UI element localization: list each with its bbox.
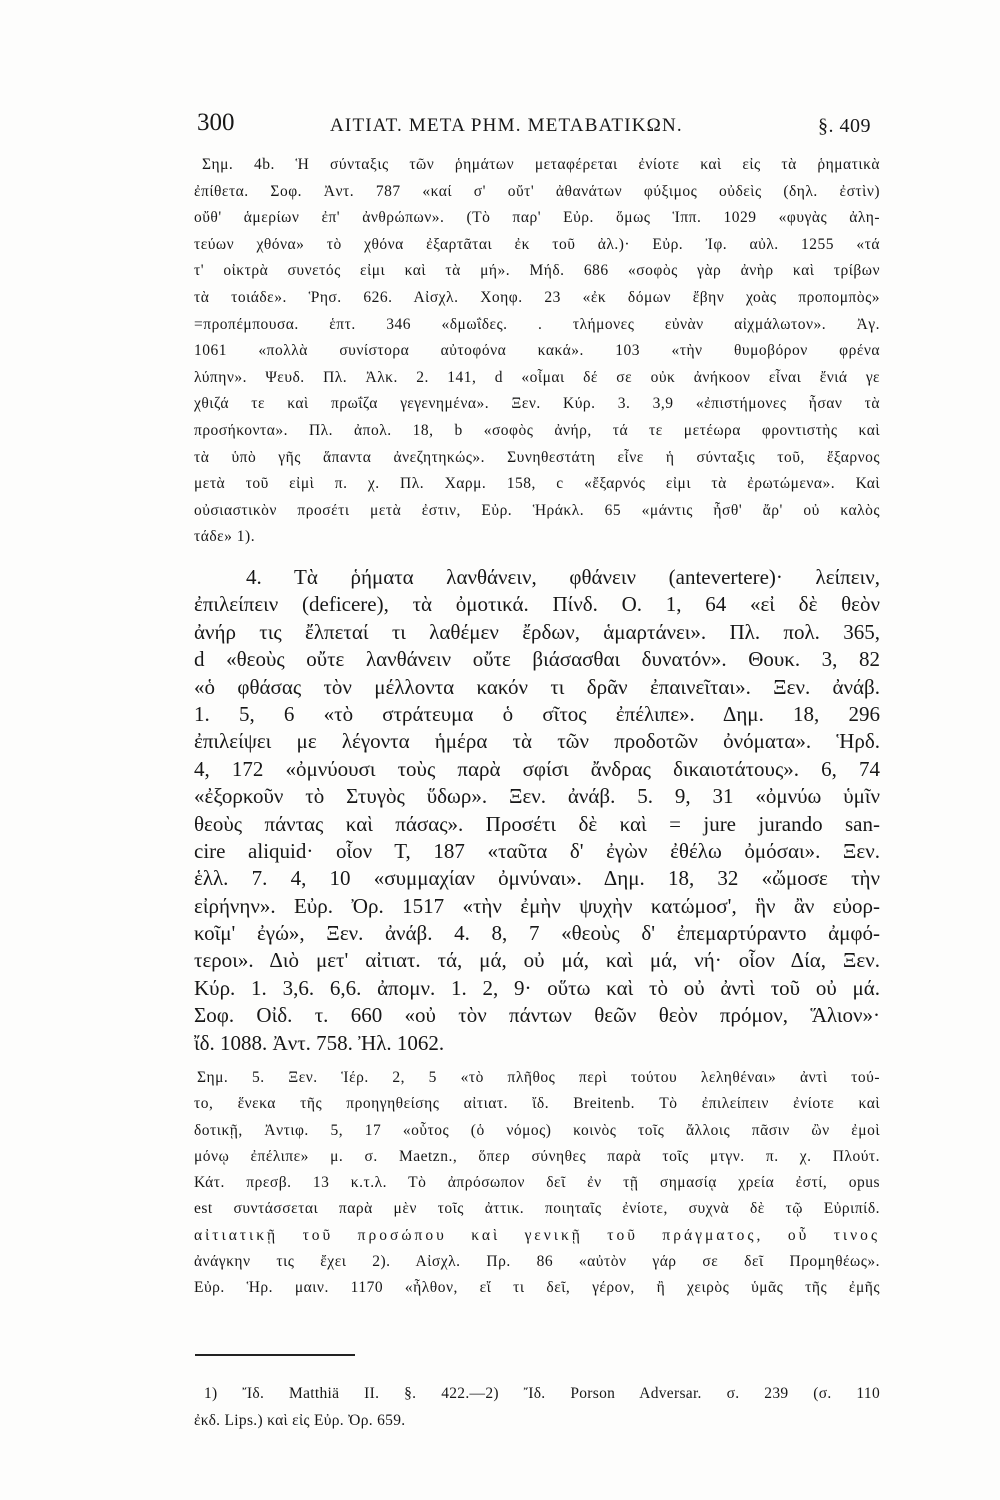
text-line: το, ἕνεκα τῆς προηγηθείσης αἰτιατ. ἴδ. Breitenb. Τὸ ἐπιλείπειν ἐνίοτε καὶ xyxy=(194,1095,880,1113)
text-line: ἑλλ. 7. 4, 10 «συμμαχίαν ὀμνύναι». Δημ. 18, 32 «ὤμοσε τὴν xyxy=(194,866,880,891)
text-line: 4. Τὰ ῥήματα λανθάνειν, φθάνειν (antevertere)· λείπειν, xyxy=(246,565,880,589)
text-line: =προπέμπουσα. ἑπτ. 346 «δμωΐδες. . τλήμονες εὐνὰν αἰχμάλωτον». Ἀγ. xyxy=(194,315,880,333)
text-line: τ' οἰκτρὰ συνετός εἰμι καὶ τὰ μή». Μήδ. 686 «σοφὸς γὰρ ἀνὴρ καὶ τρίβων xyxy=(194,262,880,280)
note-5 xyxy=(194,1065,880,1302)
text-line: θεοὺς πάντας καὶ πάσας». Προσέτι δὲ καὶ = jure jurando san- xyxy=(194,811,880,836)
page-number: 300 xyxy=(197,109,235,136)
text-line: εἰρήνην». Εὐρ. Ὀρ. 1517 «τὴν ἐμὴν ψυχὴν κατώμοσ', ἣν ἂν εὐορ- xyxy=(194,893,880,918)
text-line: «ὁ φθάσας τὸν μέλλοντα κακόν τι δρᾶν ἐπαινεῖται». Ξεν. ἀνάβ. xyxy=(194,674,880,699)
text-line: est συντάσσεται παρὰ μὲν τοῖς ἀττικ. ποιηταῖς ἐνίοτε, συχνὰ δὲ τῷ Εὐριπίδ. xyxy=(194,1200,880,1218)
footnote-line: ἐκδ. Lips.) καὶ εἰς Εὐρ. Ὀρ. 659. xyxy=(194,1412,406,1429)
footnotes xyxy=(194,1380,880,1434)
text-line: ἐπιλείψει με λέγοντα ἡμέρα τὰ τῶν προδοτῶν ὀνόματα». Ἡρδ. xyxy=(194,729,880,754)
text-line: cire aliquid· οἷον Τ, 187 «ταῦτα δ' ἐγὼν ἐθέλω ὀμόσαι». Ξεν. xyxy=(194,838,880,863)
text-line: τὰ ὑπὸ γῆς ἅπαντα ἀνεζητηκώς». Συνηθεστάτη εἶνε ἡ σύνταξις τοῦ, ἔξαρνος xyxy=(194,448,880,466)
text-line: ἐπιλείπειν (deficere), τὰ ὀμοτικά. Πίνδ. Ο. 1, 64 «εἰ δὲ θεὸν xyxy=(194,592,880,617)
text-line: Σημ. 4b. Ἡ σύνταξις τῶν ῥημάτων μεταφέρεται ἐνίοτε καὶ εἰς τὰ ῥηματικὰ xyxy=(202,156,880,173)
text-line: τάδε» 1). xyxy=(194,528,256,546)
text-line: χθιζά τε καὶ πρωΐζα γεγενημένα». Ξεν. Κύρ. 3. 3,9 «ἐπιστήμονες ἦσαν τὰ xyxy=(194,395,880,413)
text-line: d «θεοὺς οὔτε λανθάνειν οὔτε βιάσασθαι δυνατόν». Θουκ. 3, 82 xyxy=(194,647,880,672)
text-line: Σοφ. Οἰδ. τ. 660 «οὐ τὸν πάντων θεῶν θεὸν πρόμον, Ἅλιον»· xyxy=(194,1003,880,1028)
text-line: αἰτιατικῇ τοῦ προσώπου καὶ γενικῇ τοῦ πράγματος, οὗ τινος xyxy=(194,1226,880,1244)
section-number: §. 409 xyxy=(818,115,871,137)
text-line: 1. 5, 6 «τὸ στράτευμα ὁ σῖτος ἐπέλιπε». Δημ. 18, 296 xyxy=(194,701,880,726)
text-line: λύπην». Ψευδ. Πλ. Ἀλκ. 2. 141, d «οἶμαι δέ σε οὐκ ἀνήκοον εἶναι ἔνιά γε xyxy=(194,368,880,386)
text-line: οὔθ' ἁμερίων ἐπ' ἀνθρώπων». (Τὸ παρ' Εὐρ. ὅμως Ἱππ. 1029 «φυγὰς ἀλη- xyxy=(194,209,880,227)
text-line: ἀνάγκην τις ἔχει 2). Αἰσχλ. Πρ. 86 «αὐτὸν γάρ σε δεῖ Προμηθέως». xyxy=(194,1253,880,1271)
text-line: μετὰ τοῦ εἰμὶ π. χ. Πλ. Χαρμ. 158, c «ἔξαρνός εἰμι τὰ ἐρωτώμενα». Καὶ xyxy=(194,475,880,493)
text-line: 1061 «πολλὰ συνίστορα αὐτοφόνα κακά». 103 «τὴν θυμοβόρον φρένα xyxy=(194,342,880,360)
text-line: Κύρ. 1. 3,6. 6,6. ἀπομν. 1. 2, 9· οὕτω καὶ τὸ οὐ ἀντὶ τοῦ οὐ μά. xyxy=(194,975,880,1000)
note-4b xyxy=(194,152,880,551)
footnote-line: 1) Ἴδ. Matthiä II. §. 422.—2) Ἴδ. Porson Adversar. σ. 239 (σ. 110 xyxy=(204,1385,880,1402)
text-line: Σημ. 5. Ξεν. Ἱέρ. 2, 5 «τὸ πλῆθος περὶ τούτου λεληθέναι» ἀντὶ τού- xyxy=(197,1069,880,1086)
text-line: τεροι». Διὸ μετ' αἰτιατ. τά, μά, οὐ μά, καὶ μά, νή· οἷον Δία, Ξεν. xyxy=(194,948,880,973)
text-line: Κάτ. πρεσβ. 13 κ.τ.λ. Τὸ ἀπρόσωπον δεῖ ἐν τῇ σημασίᾳ χρεία ἐστί, opus xyxy=(194,1174,880,1192)
text-line: προσήκοντα». Πλ. ἀπολ. 18, b «σοφὸς ἀνήρ, τά τε μετέωρα φροντιστὴς καὶ xyxy=(194,421,880,439)
footnote-divider xyxy=(195,1354,355,1356)
text-line: τὰ τοιάδε». Ῥησ. 626. Αἰσχλ. Χοηφ. 23 «ἐκ δόμων ἔβην χοὰς προπομπὸς» xyxy=(194,288,880,306)
running-title: ΑΙΤΙΑΤ. ΜΕΤΑ ΡΗΜ. ΜΕΤΑΒΑΤΙΚΩΝ. xyxy=(330,115,683,136)
text-line: μόνῳ ἐπέλιπε» μ. σ. Maetzn., ὅπερ σύνηθες παρὰ τοῖς μτγν. π. χ. Πλούτ. xyxy=(194,1147,880,1165)
text-line: ἐπίθετα. Σοφ. Ἀντ. 787 «καί σ' οὔτ' ἀθανάτων φύξιμος οὐδεὶς (δηλ. ἐστὶν) xyxy=(194,182,880,200)
text-line: ἀνήρ τις ἔλπεταί τι λαθέμεν ἔρδων, ἁμαρτάνει». Πλ. πολ. 365, xyxy=(194,619,880,644)
text-line: Εὐρ. Ἡρ. μαιν. 1170 «ἦλθον, εἴ τι δεῖ, γέρον, ἢ χειρὸς ὑμᾶς τῆς ἐμῆς xyxy=(194,1279,880,1297)
text-line: τεύων χθόνα» τὸ χθόνα ἐξαρτᾶται ἐκ τοῦ ἀλ.)· Εὐρ. Ἰφ. αὐλ. 1255 «τά xyxy=(194,235,880,253)
section-4-paragraph xyxy=(194,564,880,1057)
text-line: «ἐξορκοῦν τὸ Στυγὸς ὕδωρ». Ξεν. ἀνάβ. 5. 9, 31 «ὀμνύω ὑμῖν xyxy=(194,784,880,809)
text-line: δοτικῇ, Ἀντιφ. 5, 17 «οὗτος (ὁ νόμος) κοινὸς τοῖς ἄλλοις πᾶσιν ὢν ἐμοὶ xyxy=(194,1121,880,1139)
text-line: οὐσιαστικὸν προσέτι μετὰ ἐστιν, Εὐρ. Ἡράκλ. 65 «μάντις ἦσθ' ἄρ' οὐ καλὸς xyxy=(194,501,880,519)
text-line: 4, 172 «ὀμνύουσι τοὺς παρὰ σφίσι ἄνδρας δικαιοτάτους». 6, 74 xyxy=(194,756,880,781)
text-line: ἴδ. 1088. Ἀντ. 758. Ἠλ. 1062. xyxy=(194,1030,445,1055)
text-line: κοῖμ' ἐγώ», Ξεν. ἀνάβ. 4. 8, 7 «θεοὺς δ' ἐπεμαρτύραντο ἀμφό- xyxy=(194,921,880,946)
